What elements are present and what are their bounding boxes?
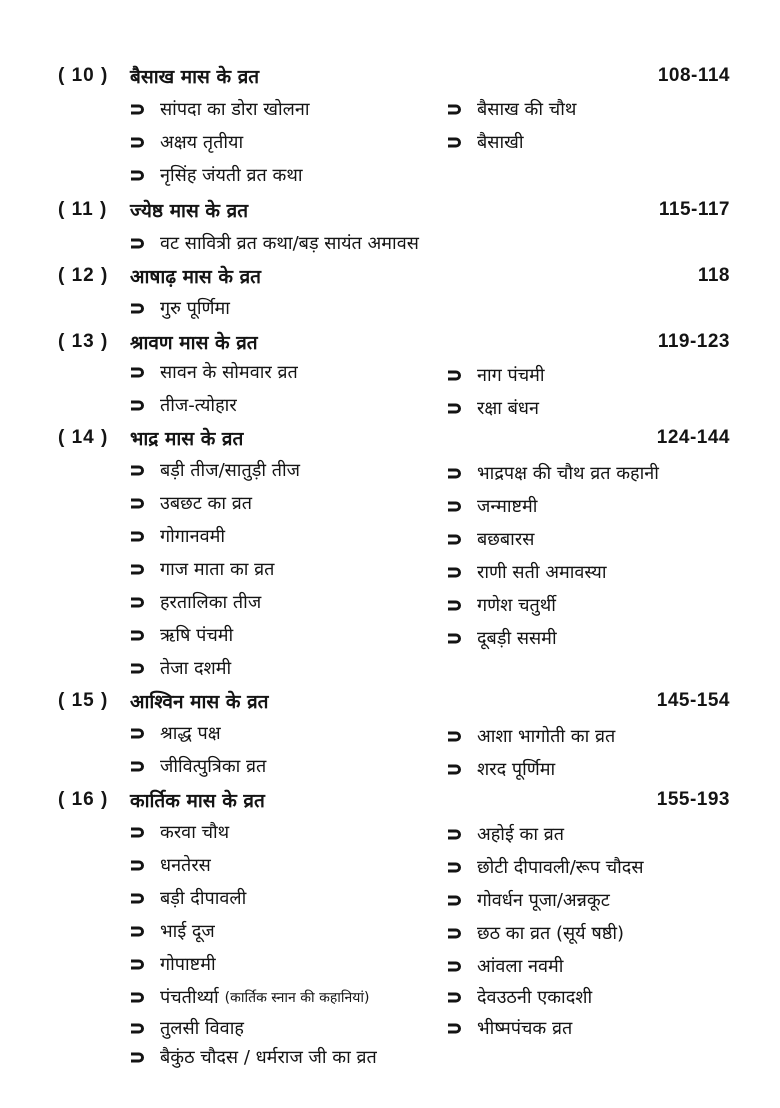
section-title: ज्येष्ठ मास के व्रत [130,200,249,222]
page-range: 108-114 [657,65,730,86]
arrow-circle-right-icon [130,464,146,477]
item-label: भाद्रपक्ष की चौथ व्रत कहानी [477,463,659,484]
section-number: ( 14 ) [58,427,109,448]
arrow-circle-right-icon [130,530,146,543]
list-item[interactable] [447,624,557,652]
list-item[interactable] [447,919,624,947]
list-item[interactable] [130,456,300,484]
arrow-circle-right-icon [447,402,463,415]
item-label: रक्षा बंधन [477,398,539,419]
list-item[interactable] [447,1014,572,1042]
list-item[interactable] [130,128,243,156]
arrow-circle-right-icon [130,760,146,773]
section-number: ( 11 ) [58,199,108,220]
item-label: जीवित्पुत्रिका व्रत [160,756,267,777]
arrow-circle-right-icon [130,563,146,576]
page-range: 145-154 [656,690,730,711]
arrow-circle-right-icon [130,925,146,938]
item-label: गुरु पूर्णिमा [160,298,230,319]
list-item[interactable] [447,755,555,783]
arrow-circle-right-icon [447,566,463,579]
list-item[interactable] [130,1014,244,1042]
arrow-circle-right-icon [130,237,146,250]
item-label: श्राद्ध पक्ष [160,723,221,744]
item-label: बैकुंठ चौदस / धर्मराज जी का व्रत [160,1047,377,1068]
arrow-circle-right-icon [130,859,146,872]
item-label: छोटी दीपावली/रूप चौदस [477,857,644,878]
section-heading [58,328,730,356]
arrow-circle-right-icon [447,828,463,841]
arrow-circle-right-icon [130,399,146,412]
item-label: सावन के सोमवार व्रत [160,362,298,383]
arrow-circle-right-icon [130,991,146,1004]
arrow-circle-right-icon [447,927,463,940]
page-range: 118 [697,265,730,286]
item-label: देवउठनी एकादशी [477,987,593,1008]
section-heading [58,424,730,452]
item-label: राणी सती अमावस्या [477,562,607,583]
arrow-circle-right-icon [130,596,146,609]
item-label: भाई दूज [160,921,215,942]
item-label: गोगानवमी [160,526,226,547]
arrow-circle-right-icon [447,991,463,1004]
page-range: 119-123 [657,331,730,352]
list-item[interactable] [447,591,556,619]
item-label: गणेश चतुर्थी [477,595,556,616]
list-item[interactable] [447,886,610,914]
list-item[interactable] [130,917,215,945]
section-number: ( 13 ) [58,331,109,352]
section-number: ( 10 ) [58,65,109,86]
item-label: तीज-त्योहार [160,395,237,416]
section-number: ( 15 ) [58,690,109,711]
item-label: धनतेरस [160,855,211,876]
item-label: बड़ी दीपावली [160,888,247,909]
section-heading [58,196,730,224]
item-label: छठ का व्रत (सूर्य षष्ठी) [477,923,625,944]
arrow-circle-right-icon [130,826,146,839]
item-label: बड़ी तीज/सातुड़ी तीज [160,460,301,481]
list-item[interactable] [130,391,237,419]
arrow-circle-right-icon [447,960,463,973]
arrow-circle-right-icon [447,599,463,612]
item-label: आशा भागोती का व्रत [477,726,616,747]
list-item[interactable] [447,525,534,553]
list-item[interactable] [447,459,659,487]
arrow-circle-right-icon [447,500,463,513]
item-label: नृसिंह जंयती व्रत कथा [160,165,303,186]
item-label: तेजा दशमी [160,658,232,679]
arrow-circle-right-icon [130,169,146,182]
arrow-circle-right-icon [130,727,146,740]
item-label: करवा चौथ [160,822,230,843]
arrow-circle-right-icon [447,136,463,149]
item-label: गाज माता का व्रत [160,559,275,580]
section-title: बैसाख मास के व्रत [130,66,260,88]
item-label: गोपाष्टमी [160,954,216,975]
list-item[interactable] [447,820,564,848]
arrow-circle-right-icon [447,369,463,382]
arrow-circle-right-icon [130,662,146,675]
page-range: 124-144 [656,427,730,448]
item-label: दूबड़ी ससमी [477,628,557,649]
arrow-circle-right-icon [447,632,463,645]
arrow-circle-right-icon [130,1051,146,1064]
arrow-circle-right-icon [447,533,463,546]
list-item[interactable] [130,161,303,189]
arrow-circle-right-icon [447,103,463,116]
list-item[interactable] [130,983,370,1011]
list-item[interactable] [447,558,607,586]
arrow-circle-right-icon [130,1022,146,1035]
list-item[interactable] [130,1043,377,1071]
arrow-circle-right-icon [130,629,146,642]
list-item[interactable] [447,492,537,520]
item-label: पंचतीर्थ्या [160,987,219,1008]
list-item[interactable] [130,752,266,780]
list-item[interactable] [130,358,298,386]
list-item[interactable] [130,294,230,322]
section-number: ( 16 ) [58,789,109,810]
item-label: नाग पंचमी [477,365,545,386]
item-label: तुलसी विवाह [160,1018,244,1039]
list-item[interactable] [130,229,419,257]
list-item[interactable] [447,983,592,1011]
arrow-circle-right-icon [130,958,146,971]
list-item[interactable] [447,952,563,980]
list-item[interactable] [130,522,225,550]
section-heading [58,687,730,715]
item-label: भीष्मपंचक व्रत [477,1018,573,1039]
list-item[interactable] [130,555,274,583]
list-item[interactable] [447,95,576,123]
item-label: बैसाखी [477,132,524,153]
arrow-circle-right-icon [447,861,463,874]
arrow-circle-right-icon [447,467,463,480]
arrow-circle-right-icon [130,366,146,379]
item-label: वट सावित्री व्रत कथा/बड़ सायंत अमावस [160,233,419,254]
arrow-circle-right-icon [447,763,463,776]
arrow-circle-right-icon [447,730,463,743]
list-item[interactable] [130,818,229,846]
list-item[interactable] [130,884,246,912]
section-title: श्रावण मास के व्रत [130,332,258,354]
page-range: 155-193 [656,789,730,810]
list-item[interactable] [447,853,644,881]
list-item[interactable] [130,654,231,682]
item-note: (कार्तिक स्नान की कहानियां) [224,989,370,1006]
arrow-circle-right-icon [130,892,146,905]
item-label: बछबारस [477,529,535,550]
section-heading [58,262,730,290]
list-item[interactable] [447,361,545,389]
item-label: अक्षय तृतीया [160,132,244,153]
list-item[interactable] [130,851,211,879]
list-item[interactable] [130,588,261,616]
section-title: आषाढ़ मास के व्रत [130,266,261,288]
section-heading [58,786,730,814]
arrow-circle-right-icon [130,103,146,116]
list-item[interactable] [130,95,309,123]
arrow-circle-right-icon [130,136,146,149]
list-item[interactable] [130,950,216,978]
arrow-circle-right-icon [447,894,463,907]
item-label: जन्माष्टमी [477,496,538,517]
list-item[interactable] [447,128,524,156]
arrow-circle-right-icon [130,302,146,315]
section-title: कार्तिक मास के व्रत [130,790,265,812]
item-label: आंवला नवमी [477,956,564,977]
list-item[interactable] [447,394,539,422]
section-title: भाद्र मास के व्रत [130,428,244,450]
list-item[interactable] [130,719,221,747]
arrow-circle-right-icon [130,497,146,510]
item-label: हरतालिका तीज [160,592,262,613]
item-label: बैसाख की चौथ [477,99,577,120]
section-heading [58,62,730,90]
item-label: ऋषि पंचमी [160,625,234,646]
section-title: आश्विन मास के व्रत [130,691,269,713]
item-label: गोवर्धन पूजा/अन्नकूट [477,890,610,911]
list-item[interactable] [130,489,252,517]
page-range: 115-117 [658,199,730,220]
section-number: ( 12 ) [58,265,109,286]
item-label: उबछट का व्रत [160,493,253,514]
list-item[interactable] [130,621,233,649]
arrow-circle-right-icon [447,1022,463,1035]
item-label: शरद पूर्णिमा [477,759,556,780]
item-label: सांपदा का डोरा खोलना [160,99,310,120]
list-item[interactable] [447,722,615,750]
item-label: अहोई का व्रत [477,824,565,845]
